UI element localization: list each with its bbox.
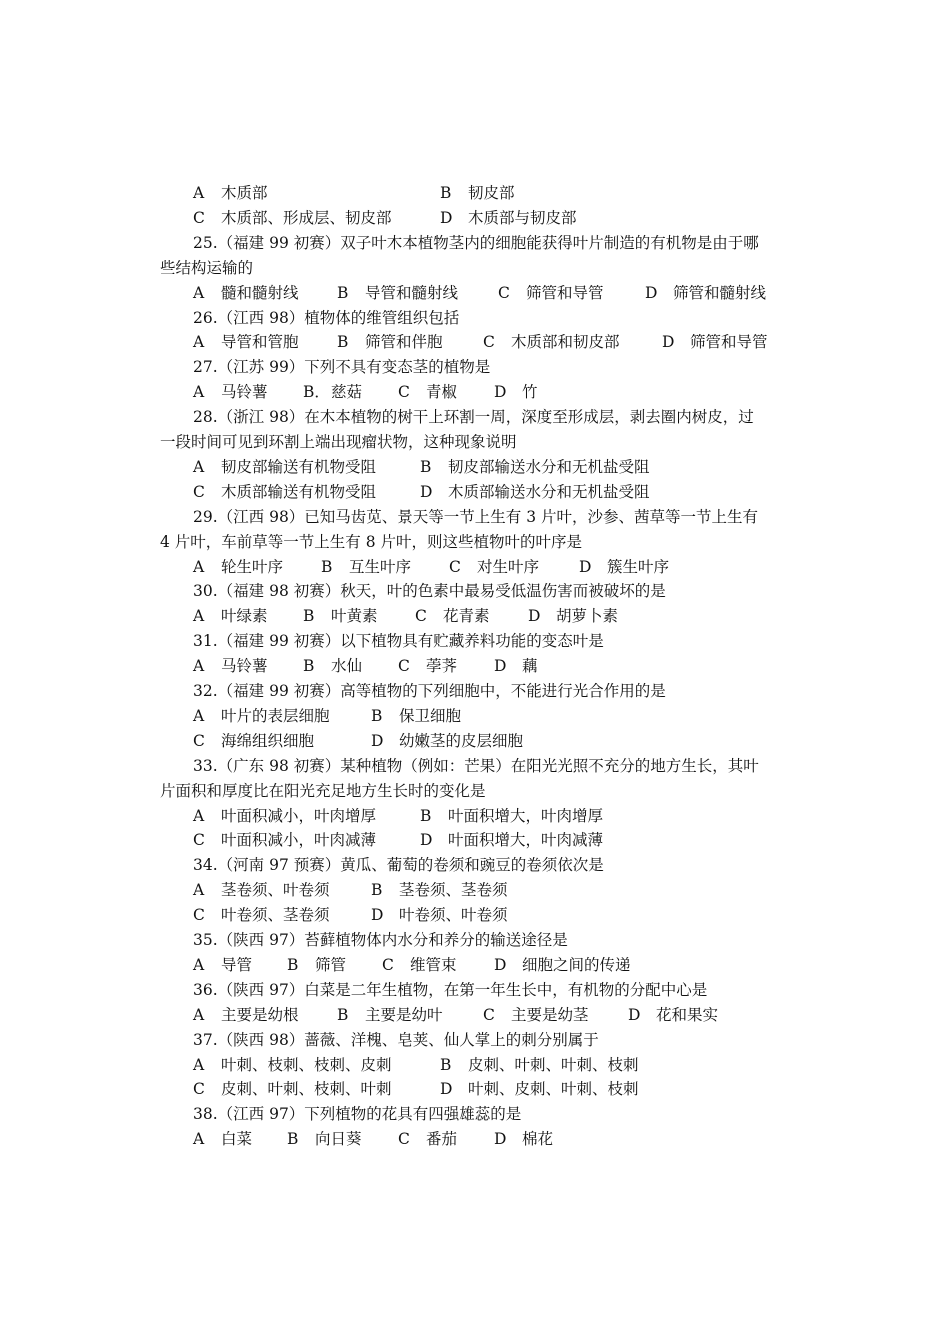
option-item [449, 555, 539, 579]
option-letter: C [382, 955, 394, 974]
options-row [0, 1127, 950, 1151]
option-text: 维管束 [410, 955, 457, 974]
option-text: 慈菇 [331, 383, 363, 402]
option-letter: B [287, 1130, 299, 1149]
question-text: 37.（陕西 98）蔷薇、洋槐、皂荚、仙人掌上的刺分别属于 [193, 1030, 599, 1049]
question-text: 35.（陕西 97）苔藓植物体内水分和养分的输送途径是 [193, 931, 568, 949]
option-letter: A [193, 1055, 205, 1074]
option-text: 茎卷须、茎卷须 [399, 881, 508, 900]
option-item [579, 555, 669, 579]
option-item [193, 455, 376, 479]
question-text: 30.（福建 98 初赛）秋天，叶的色素中最易受低温伤害而被破坏的是 [193, 582, 666, 601]
option-letter: A [193, 1005, 205, 1024]
option-text: 皮刺、叶刺、叶刺、枝刺 [468, 1055, 639, 1074]
option-text: 叶面积减小，叶肉增厚 [221, 806, 377, 825]
option-text: 木质部和韧皮部 [511, 333, 620, 352]
option-text: 水仙 [331, 657, 363, 676]
question-text: 26.（江西 98）植物体的维管组织包括 [193, 308, 460, 327]
option-item [303, 654, 362, 678]
option-text: 叶面积增大，叶肉增厚 [448, 806, 604, 825]
option-text: 马铃薯 [221, 383, 268, 402]
option-item [337, 281, 458, 305]
option-item [420, 455, 650, 479]
question-text: 28.（浙江 98）在木本植物的树干上环割一周，深度至形成层，剥去圈内树皮，过 [193, 408, 754, 427]
question-text: 32.（福建 99 初赛）高等植物的下列细胞中，不能进行光合作用的是 [193, 682, 666, 700]
option-text: 导管 [221, 955, 253, 974]
options-row [0, 828, 950, 852]
option-letter: A [193, 383, 205, 402]
option-item [382, 953, 457, 977]
option-text: 木质部输送有机物受阻 [221, 482, 377, 501]
options-row [0, 1003, 950, 1027]
option-letter: A [193, 184, 205, 202]
options-row [0, 604, 950, 628]
option-item [371, 878, 508, 902]
option-text: 幼嫩茎的皮层细胞 [399, 731, 524, 750]
option-item [483, 1003, 589, 1027]
option-item [193, 903, 330, 927]
option-letter: A [193, 333, 205, 352]
option-item [494, 953, 631, 977]
question-continuation: 些结构运输的 [160, 258, 254, 277]
option-text: 轮生叶序 [221, 557, 284, 576]
option-text: 花青素 [443, 607, 490, 626]
option-text: 叶卷须、茎卷须 [221, 906, 330, 925]
option-item [193, 729, 314, 753]
options-row [0, 281, 950, 305]
option-letter: C [193, 208, 205, 227]
option-text: 主要是幼叶 [365, 1005, 443, 1024]
option-letter: B [337, 283, 349, 302]
option-item [440, 181, 515, 205]
option-text: 对生叶序 [477, 557, 540, 576]
option-text: 叶面积增大，叶肉减薄 [448, 831, 604, 850]
option-text: 青椒 [426, 383, 458, 402]
question-text: 34.（河南 97 预赛）黄瓜、葡萄的卷须和豌豆的卷须依次是 [193, 856, 604, 875]
option-item [528, 604, 618, 628]
option-letter: D [371, 906, 384, 925]
option-text: 叶片的表层细胞 [221, 706, 330, 725]
option-letter: D [494, 383, 507, 402]
option-letter: D [420, 482, 433, 501]
option-text: 筛管和导管 [690, 333, 768, 352]
option-item [415, 604, 490, 628]
option-letter: A [193, 657, 205, 676]
option-item [303, 604, 378, 628]
option-letter: C [193, 831, 205, 850]
option-item [440, 206, 577, 230]
options-row [0, 380, 950, 404]
question-text: 25.（福建 99 初赛）双子叶木本植物茎内的细胞能获得叶片制造的有机物是由于哪 [193, 233, 759, 252]
option-item [193, 704, 330, 728]
option-letter: D [371, 731, 384, 750]
option-letter: D [628, 1005, 641, 1024]
option-letter: B [420, 457, 432, 476]
option-letter: C [449, 557, 461, 576]
options-row [0, 480, 950, 504]
option-letter: B [337, 333, 349, 352]
question-text: 29.（江西 98）已知马齿苋、景天等一节上生有 3 片叶，沙参、茜草等一节上生有 [193, 507, 759, 526]
option-item [287, 1127, 362, 1151]
option-letter: A [193, 557, 205, 576]
option-letter: B． [303, 383, 330, 402]
option-letter: B [440, 184, 452, 202]
option-letter: D [494, 657, 507, 676]
option-item [193, 828, 376, 852]
option-item [483, 330, 620, 354]
option-letter: B [371, 706, 383, 725]
option-letter: D [440, 208, 453, 227]
option-text: 筛管和伴胞 [365, 333, 443, 352]
option-text: 木质部、形成层、韧皮部 [221, 208, 392, 227]
option-text: 叶卷须、叶卷须 [399, 906, 508, 925]
option-letter: D [528, 607, 541, 626]
option-text: 竹 [522, 383, 538, 402]
option-item [420, 804, 603, 828]
options-row [0, 804, 950, 828]
options-row [0, 1077, 950, 1101]
question-continuation: 一段时间可见到环割上端出现瘤状物，这种现象说明 [160, 433, 517, 451]
option-text: 细胞之间的传递 [522, 955, 631, 974]
option-text: 叶刺、枝刺、枝刺、皮刺 [221, 1055, 392, 1074]
options-row [0, 878, 950, 902]
option-text: 叶黄素 [331, 607, 378, 626]
option-text: 筛管和髓射线 [673, 283, 767, 302]
option-letter: C [398, 1130, 410, 1149]
option-letter: B [287, 955, 299, 974]
option-letter: B [303, 657, 315, 676]
option-text: 叶绿素 [221, 607, 268, 626]
option-letter: C [193, 1080, 205, 1099]
options-row [0, 455, 950, 479]
option-text: 主要是幼根 [221, 1005, 299, 1024]
options-row [0, 903, 950, 927]
option-item [193, 654, 268, 678]
option-text: 荸荠 [426, 657, 458, 676]
option-letter: C [498, 283, 510, 302]
option-item [193, 1053, 392, 1077]
option-text: 木质部 [221, 184, 268, 202]
option-letter: B [371, 881, 383, 900]
option-text: 皮刺、叶刺、枝刺、叶刺 [221, 1080, 392, 1099]
option-item [193, 330, 299, 354]
option-text: 花和果实 [656, 1005, 719, 1024]
option-letter: B [440, 1055, 452, 1074]
option-letter: D [662, 333, 675, 352]
options-row [0, 206, 950, 230]
option-letter: B [303, 607, 315, 626]
option-text: 韧皮部输送水分和无机盐受阻 [448, 457, 650, 476]
option-letter: C [398, 657, 410, 676]
question-text: 36.（陕西 97）白菜是二年生植物，在第一年生长中，有机物的分配中心是 [193, 980, 708, 999]
option-item [193, 953, 252, 977]
option-item [193, 181, 268, 205]
option-item [193, 1127, 252, 1151]
options-row [0, 1053, 950, 1077]
option-text: 导管和管胞 [221, 333, 299, 352]
option-item [287, 953, 346, 977]
option-text: 番茄 [426, 1130, 458, 1149]
options-row [0, 555, 950, 579]
option-letter: C [193, 482, 205, 501]
option-text: 胡萝卜素 [556, 607, 619, 626]
option-letter: C [398, 383, 410, 402]
option-text: 叶面积减小，叶肉减薄 [221, 831, 377, 850]
option-item [371, 903, 508, 927]
option-letter: B [321, 557, 333, 576]
option-item [440, 1053, 639, 1077]
option-item [193, 604, 268, 628]
option-item [494, 1127, 553, 1151]
option-text: 导管和髓射线 [365, 283, 459, 302]
option-text: 互生叶序 [349, 557, 412, 576]
option-item [420, 480, 650, 504]
option-letter: D [579, 557, 592, 576]
option-letter: D [440, 1080, 453, 1099]
option-item [193, 878, 330, 902]
option-item [193, 1003, 299, 1027]
question-continuation: 4 片叶，车前草等一节上生有 8 片叶，则这些植物叶的叶序是 [160, 532, 583, 551]
option-letter: D [420, 831, 433, 850]
option-text: 筛管和导管 [526, 283, 604, 302]
option-text: 藕 [522, 657, 538, 676]
option-item [645, 281, 766, 305]
option-item [398, 654, 457, 678]
options-row [0, 704, 950, 728]
option-text: 茎卷须、叶卷须 [221, 881, 330, 900]
option-item [193, 206, 392, 230]
option-letter: B [420, 806, 432, 825]
option-item [398, 380, 457, 404]
option-text: 马铃薯 [221, 657, 268, 676]
option-item [193, 1077, 392, 1101]
options-row [0, 181, 950, 205]
option-letter: D [494, 955, 507, 974]
option-text: 叶刺、皮刺、叶刺、枝刺 [468, 1080, 639, 1099]
question-text: 33.（广东 98 初赛）某种植物（例如：芒果）在阳光光照不充分的地方生长，其叶 [193, 756, 759, 775]
option-letter: C [415, 607, 427, 626]
option-letter: A [193, 706, 205, 725]
option-item [420, 828, 603, 852]
question-text: 38.（江西 97）下列植物的花具有四强雄蕊的是 [193, 1105, 522, 1124]
option-item [321, 555, 411, 579]
option-letter: D [494, 1130, 507, 1149]
option-item [398, 1127, 457, 1151]
option-text: 木质部输送水分和无机盐受阻 [448, 482, 650, 501]
option-item [494, 380, 538, 404]
option-text: 筛管 [315, 955, 347, 974]
option-letter: D [645, 283, 658, 302]
option-text: 髓和髓射线 [221, 283, 299, 302]
option-letter: C [193, 731, 205, 750]
option-item [193, 804, 376, 828]
option-letter: A [193, 955, 205, 974]
option-item [193, 380, 268, 404]
option-item [337, 330, 443, 354]
option-letter: A [193, 1130, 205, 1149]
option-letter: A [193, 806, 205, 825]
option-item [193, 555, 283, 579]
option-letter: C [483, 333, 495, 352]
option-text: 主要是幼茎 [511, 1005, 589, 1024]
question-text: 31.（福建 99 初赛）以下植物具有贮藏养料功能的变态叶是 [193, 632, 604, 651]
options-row [0, 729, 950, 753]
option-text: 棉花 [522, 1130, 554, 1149]
option-letter: C [483, 1005, 495, 1024]
option-text: 海绵组织细胞 [221, 731, 315, 750]
option-item [628, 1003, 718, 1027]
option-text: 向日葵 [315, 1130, 362, 1149]
option-text: 韧皮部 [468, 184, 515, 202]
options-row [0, 953, 950, 977]
question-continuation: 片面积和厚度比在阳光充足地方生长时的变化是 [160, 781, 486, 800]
option-text: 簇生叶序 [607, 557, 670, 576]
option-letter: B [337, 1005, 349, 1024]
option-item [662, 330, 768, 354]
option-text: 韧皮部输送有机物受阻 [221, 457, 377, 476]
option-item [494, 654, 538, 678]
option-text: 木质部与韧皮部 [468, 208, 577, 227]
option-item [371, 704, 461, 728]
option-letter: A [193, 283, 205, 302]
option-text: 白菜 [221, 1130, 253, 1149]
option-letter: A [193, 881, 205, 900]
option-text: 保卫细胞 [399, 706, 462, 725]
option-item [440, 1077, 639, 1101]
option-item [303, 380, 362, 404]
option-item [498, 281, 604, 305]
option-item [193, 480, 376, 504]
question-text: 27.（江苏 99）下列不具有变态茎的植物是 [193, 358, 491, 377]
options-row [0, 654, 950, 678]
option-letter: A [193, 607, 205, 626]
options-row [0, 330, 950, 354]
option-letter: A [193, 457, 205, 476]
option-item [193, 281, 299, 305]
option-letter: C [193, 906, 205, 925]
option-item [337, 1003, 443, 1027]
option-item [371, 729, 523, 753]
